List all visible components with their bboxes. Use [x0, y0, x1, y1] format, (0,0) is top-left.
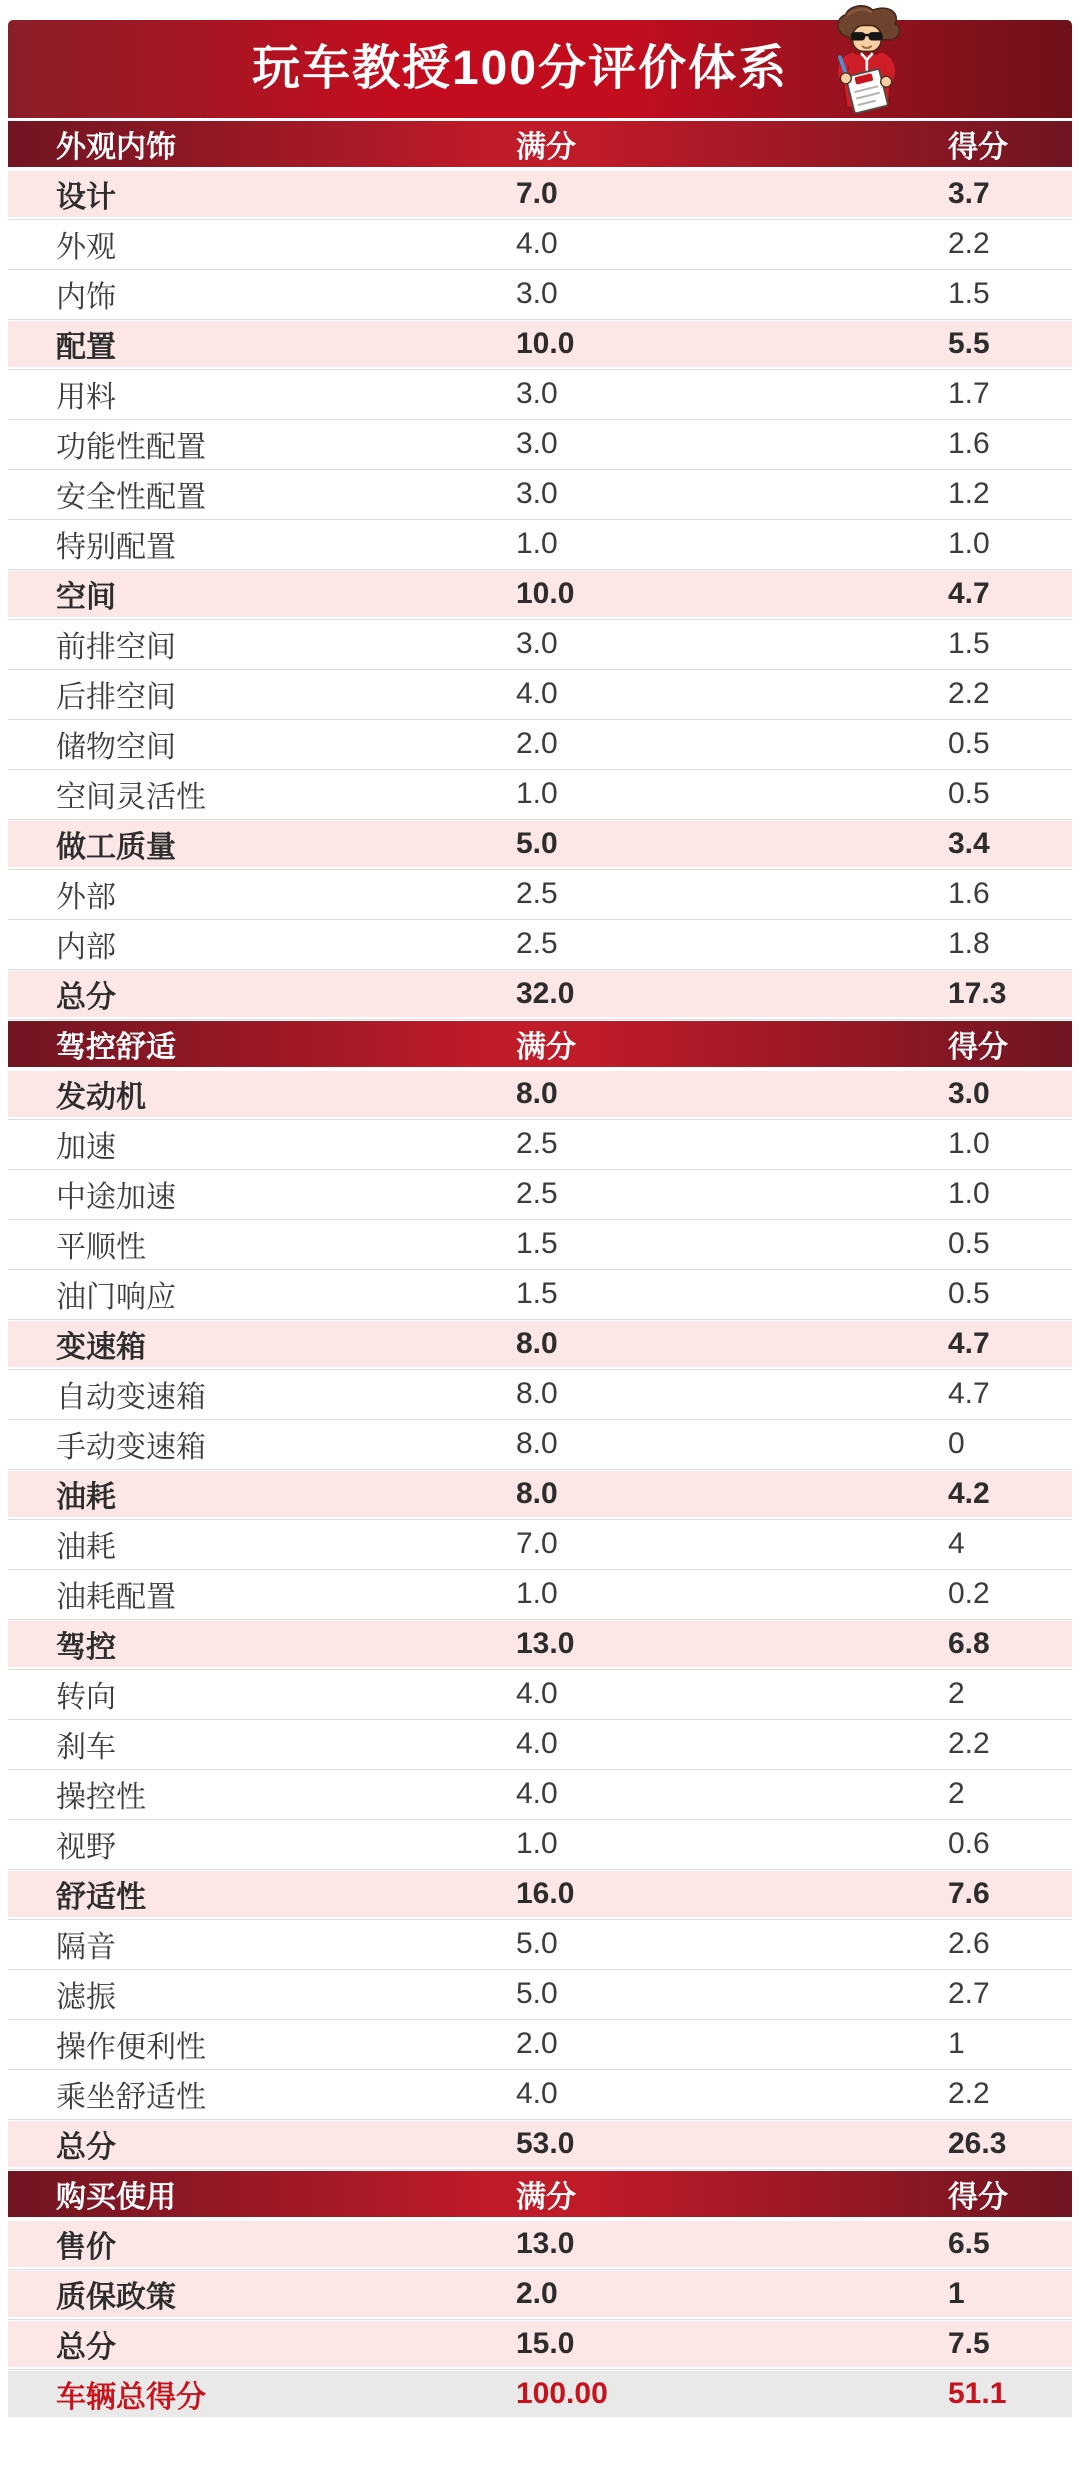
score-cell: 7.5	[948, 2327, 990, 2360]
score-cell: 6.5	[948, 2227, 990, 2260]
score-cell: 2.2	[948, 1727, 990, 1760]
section-title: 购买使用	[56, 2181, 176, 2214]
table-row	[8, 571, 1072, 617]
table-row	[8, 1971, 1072, 2017]
row-label: 隔音	[56, 1931, 116, 1964]
row-label: 外部	[56, 881, 116, 914]
row-label: 储物空间	[56, 731, 176, 764]
score-cell: 0.2	[948, 1577, 990, 1610]
table-row	[8, 821, 1072, 867]
row-label: 功能性配置	[56, 431, 206, 464]
row-label: 转向	[56, 1681, 116, 1714]
score-cell: 2.2	[948, 677, 990, 710]
max-score-cell: 4.0	[516, 227, 558, 260]
score-cell: 4.7	[948, 1377, 990, 1410]
max-score-cell: 4.0	[516, 677, 558, 710]
max-score-cell: 3.0	[516, 427, 558, 460]
max-score-cell: 3.0	[516, 277, 558, 310]
max-score-cell: 5.0	[516, 1977, 558, 2010]
table-row	[8, 1171, 1072, 1217]
table-row	[8, 271, 1072, 317]
row-label: 发动机	[56, 1081, 146, 1114]
row-label: 视野	[56, 1831, 116, 1864]
table-row	[8, 371, 1072, 417]
max-score-cell: 13.0	[516, 1627, 575, 1660]
table-row	[8, 1721, 1072, 1767]
table-row	[8, 421, 1072, 467]
column-header-max: 满分	[516, 1031, 576, 1064]
score-cell: 3.0	[948, 1077, 990, 1110]
max-score-cell: 32.0	[516, 977, 575, 1010]
row-label: 操作便利性	[56, 2031, 206, 2064]
score-cell: 26.3	[948, 2127, 1007, 2160]
table-row	[8, 1521, 1072, 1567]
row-label: 加速	[56, 1131, 116, 1164]
score-cell: 7.6	[948, 1877, 990, 1910]
table-row	[8, 621, 1072, 667]
score-cell: 1.8	[948, 927, 990, 960]
score-cell: 5.5	[948, 327, 990, 360]
score-cell: 2	[948, 1677, 965, 1710]
grand-total-score: 51.1	[948, 2377, 1007, 2410]
max-score-cell: 2.5	[516, 1177, 558, 1210]
table-row	[8, 1121, 1072, 1167]
row-label: 油耗	[56, 1531, 116, 1564]
row-label: 售价	[56, 2231, 116, 2264]
max-score-cell: 2.5	[516, 877, 558, 910]
max-score-cell: 10.0	[516, 577, 575, 610]
max-score-cell: 1.5	[516, 1277, 558, 1310]
max-score-cell: 1.5	[516, 1227, 558, 1260]
max-score-cell: 16.0	[516, 1877, 575, 1910]
row-label: 外观	[56, 231, 116, 264]
row-label: 平顺性	[56, 1231, 146, 1264]
score-cell: 17.3	[948, 977, 1007, 1010]
table-row	[8, 321, 1072, 367]
table-row	[8, 1271, 1072, 1317]
max-score-cell: 1.0	[516, 1827, 558, 1860]
score-cell: 0.5	[948, 1227, 990, 1260]
max-score-cell: 5.0	[516, 827, 558, 860]
row-label: 变速箱	[56, 1331, 146, 1364]
score-cell: 1.6	[948, 427, 990, 460]
table-row	[8, 1771, 1072, 1817]
score-cell: 4.2	[948, 1477, 990, 1510]
row-label: 空间	[56, 581, 116, 614]
page-title: 玩车教授100分评价体系	[251, 42, 789, 95]
table-row	[8, 471, 1072, 517]
row-label: 滤振	[56, 1981, 116, 2014]
max-score-cell: 5.0	[516, 1927, 558, 1960]
row-label: 空间灵活性	[56, 781, 206, 814]
score-cell: 0	[948, 1427, 965, 1460]
max-score-cell: 15.0	[516, 2327, 575, 2360]
row-label: 手动变速箱	[56, 1431, 206, 1464]
row-label: 内饰	[56, 281, 116, 314]
score-cell: 1.7	[948, 377, 990, 410]
max-score-cell: 2.0	[516, 2027, 558, 2060]
score-cell: 3.4	[948, 827, 990, 860]
grand-total-max: 100.00	[516, 2377, 608, 2410]
score-cell: 6.8	[948, 1627, 990, 1660]
column-header-max: 满分	[516, 2181, 576, 2214]
max-score-cell: 7.0	[516, 1527, 558, 1560]
row-label: 油耗	[56, 1481, 116, 1514]
section-header-row	[8, 2171, 1072, 2217]
table-row	[8, 2321, 1072, 2367]
max-score-cell: 2.5	[516, 1127, 558, 1160]
max-score-cell: 8.0	[516, 1477, 558, 1510]
table-row	[8, 1071, 1072, 1117]
row-label: 油耗配置	[56, 1581, 176, 1614]
score-cell: 0.5	[948, 777, 990, 810]
score-cell: 1.6	[948, 877, 990, 910]
score-cell: 2.2	[948, 2077, 990, 2110]
row-label: 前排空间	[56, 631, 176, 664]
grand-total-row	[8, 2371, 1072, 2417]
table-row	[8, 1871, 1072, 1917]
table-row	[8, 1471, 1072, 1517]
score-cell: 1.0	[948, 1127, 990, 1160]
table-row	[8, 1671, 1072, 1717]
table-row	[8, 871, 1072, 917]
row-label: 自动变速箱	[56, 1381, 206, 1414]
max-score-cell: 10.0	[516, 327, 575, 360]
table-row	[8, 1321, 1072, 1367]
score-cell: 2.6	[948, 1927, 990, 1960]
row-label: 油门响应	[56, 1281, 176, 1314]
max-score-cell: 13.0	[516, 2227, 575, 2260]
row-label: 驾控	[56, 1631, 116, 1664]
row-label: 总分	[56, 2331, 116, 2364]
professor-mascot-icon	[824, 0, 908, 120]
score-cell: 0.5	[948, 727, 990, 760]
max-score-cell: 2.0	[516, 2277, 558, 2310]
max-score-cell: 8.0	[516, 1327, 558, 1360]
table-row	[8, 1371, 1072, 1417]
max-score-cell: 1.0	[516, 527, 558, 560]
score-cell: 1.0	[948, 1177, 990, 1210]
section-header-row	[8, 1021, 1072, 1067]
row-label: 用料	[56, 381, 116, 414]
max-score-cell: 4.0	[516, 1677, 558, 1710]
column-header-score: 得分	[948, 131, 1008, 164]
score-cell: 2	[948, 1777, 965, 1810]
row-label: 舒适性	[56, 1881, 146, 1914]
score-cell: 1	[948, 2277, 965, 2310]
score-cell: 1.2	[948, 477, 990, 510]
max-score-cell: 2.0	[516, 727, 558, 760]
table-row	[8, 1421, 1072, 1467]
column-header-score: 得分	[948, 2181, 1008, 2214]
column-header-max: 满分	[516, 131, 576, 164]
table-row	[8, 171, 1072, 217]
score-cell: 1.0	[948, 527, 990, 560]
table-row	[8, 2221, 1072, 2267]
row-label: 配置	[56, 331, 116, 364]
table-row	[8, 2121, 1072, 2167]
table-row	[8, 1921, 1072, 1967]
section-title: 外观内饰	[56, 131, 176, 164]
max-score-cell: 3.0	[516, 627, 558, 660]
row-label: 总分	[56, 981, 116, 1014]
section-title: 驾控舒适	[56, 1031, 176, 1064]
max-score-cell: 3.0	[516, 377, 558, 410]
max-score-cell: 3.0	[516, 477, 558, 510]
score-cell: 0.5	[948, 1277, 990, 1310]
row-label: 乘坐舒适性	[56, 2081, 206, 2114]
row-label: 内部	[56, 931, 116, 964]
title-banner	[8, 20, 1072, 118]
score-cell: 2.7	[948, 1977, 990, 2010]
score-cell: 3.7	[948, 177, 990, 210]
score-cell: 1	[948, 2027, 965, 2060]
score-cell: 4	[948, 1527, 965, 1560]
max-score-cell: 4.0	[516, 2077, 558, 2110]
row-label: 设计	[56, 181, 116, 214]
row-label: 刹车	[56, 1731, 116, 1764]
score-cell: 1.5	[948, 627, 990, 660]
table-row	[8, 921, 1072, 967]
max-score-cell: 2.5	[516, 927, 558, 960]
section-header-row	[8, 121, 1072, 167]
table-row	[8, 521, 1072, 567]
table-row	[8, 1571, 1072, 1617]
table-row	[8, 971, 1072, 1017]
table-row	[8, 2071, 1072, 2117]
score-cell: 4.7	[948, 577, 990, 610]
row-label: 中途加速	[56, 1181, 176, 1214]
score-cell: 1.5	[948, 277, 990, 310]
grand-total-label: 车辆总得分	[56, 2381, 206, 2414]
table-row	[8, 221, 1072, 267]
table-row	[8, 2021, 1072, 2067]
row-label: 做工质量	[56, 831, 176, 864]
max-score-cell: 53.0	[516, 2127, 575, 2160]
score-cell: 4.7	[948, 1327, 990, 1360]
table-row	[8, 1621, 1072, 1667]
row-label: 总分	[56, 2131, 116, 2164]
row-label: 后排空间	[56, 681, 176, 714]
max-score-cell: 4.0	[516, 1777, 558, 1810]
table-row	[8, 2271, 1072, 2317]
max-score-cell: 1.0	[516, 777, 558, 810]
row-label: 特别配置	[56, 531, 176, 564]
row-label: 安全性配置	[56, 481, 206, 514]
max-score-cell: 1.0	[516, 1577, 558, 1610]
table-row	[8, 1821, 1072, 1867]
score-cell: 0.6	[948, 1827, 990, 1860]
max-score-cell: 4.0	[516, 1727, 558, 1760]
table-row	[8, 1221, 1072, 1267]
table-row	[8, 771, 1072, 817]
table-row	[8, 671, 1072, 717]
row-label: 质保政策	[56, 2281, 176, 2314]
score-table	[0, 121, 1080, 2417]
max-score-cell: 8.0	[516, 1377, 558, 1410]
row-label: 操控性	[56, 1781, 146, 1814]
column-header-score: 得分	[948, 1031, 1008, 1064]
table-row	[8, 721, 1072, 767]
max-score-cell: 8.0	[516, 1427, 558, 1460]
max-score-cell: 8.0	[516, 1077, 558, 1110]
max-score-cell: 7.0	[516, 177, 558, 210]
score-cell: 2.2	[948, 227, 990, 260]
